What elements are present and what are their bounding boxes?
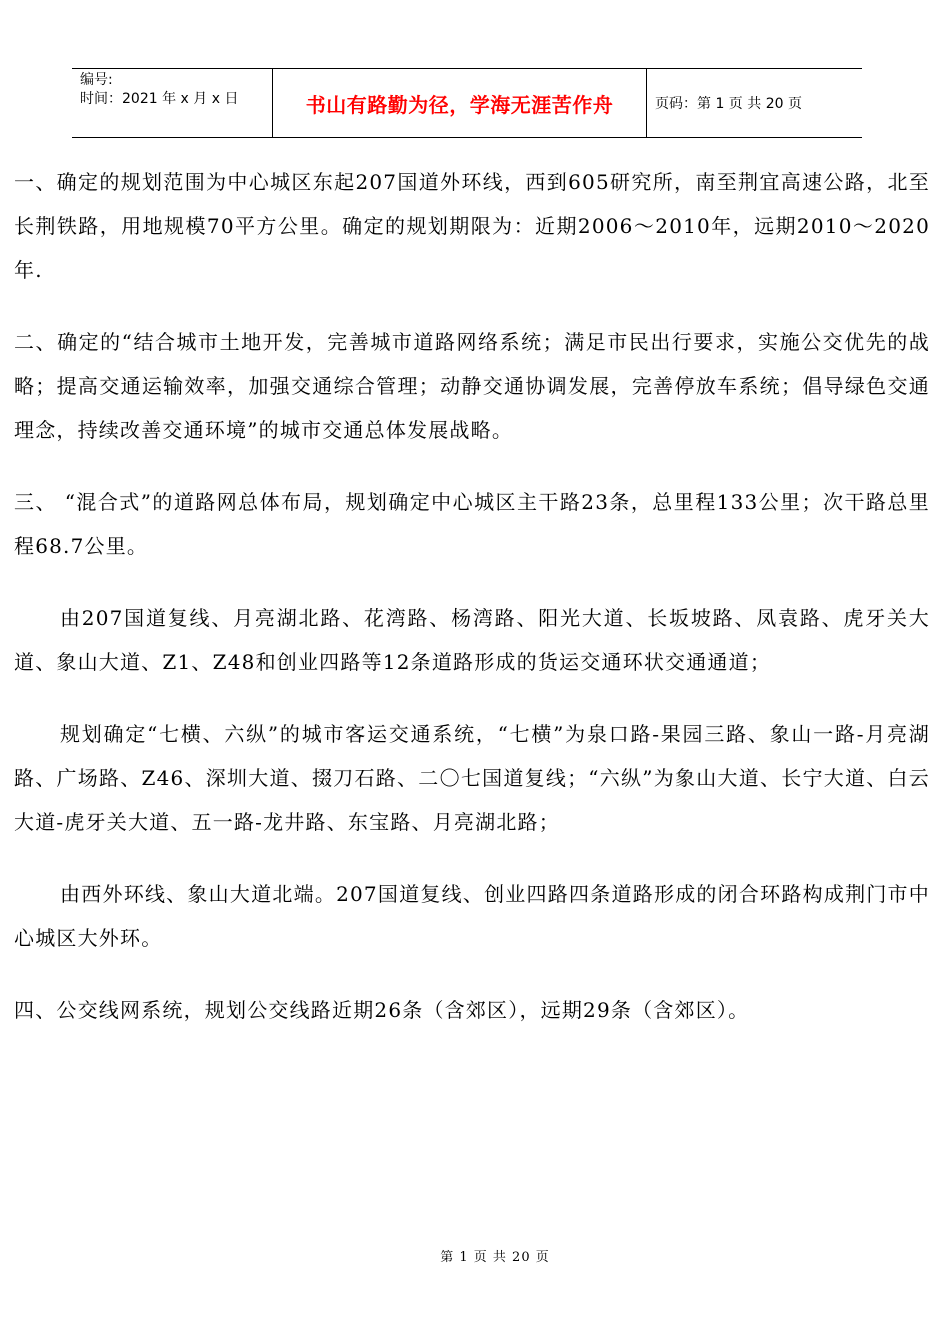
document-body bbox=[14, 160, 930, 1060]
header-page-info: 页码：第 1 页 共 20 页 bbox=[655, 96, 802, 112]
document-time-label: 时间：2021 年 x 月 x 日 bbox=[80, 91, 239, 107]
document-header bbox=[72, 68, 862, 138]
paragraph-scope: 一、确定的规划范围为中心城区东起207国道外环线，西到605研究所，南至荆宜高速公路，北至长荆铁路，用地规模70平方公里。确定的规划期限为：近期2006～2010年，远期2010～2020年. bbox=[14, 170, 930, 282]
paragraph-outer-ring: 由西外环线、象山大道北端。207国道复线、创业四路四条道路形成的闭合环路构成荆门市中心城区大外环。 bbox=[14, 882, 930, 950]
paragraph-freight-ring: 由207国道复线、月亮湖北路、花湾路、杨湾路、阳光大道、长坂坡路、凤袁路、虎牙关大道、象山大道、Z1、Z48和创业四路等12条道路形成的货运交通环状交通通道； bbox=[14, 606, 930, 674]
header-meta bbox=[72, 69, 273, 137]
footer-page-number: 第 1 页 共 20 页 bbox=[440, 1250, 550, 1265]
paragraph-strategy: 二、确定的“结合城市土地开发，完善城市道路网络系统；满足市民出行要求，实施公交优先的战略；提高交通运输效率，加强交通综合管理；动静交通协调发展，完善停放车系统；倡导绿色交通理念，持续改善交通环境”的城市交通总体发展战略。 bbox=[14, 330, 930, 442]
paragraph-bus-network: 四、公交线网系统，规划公交线路近期26条（含郊区），远期29条（含郊区）。 bbox=[14, 998, 750, 1022]
header-motto: 书山有路勤为径，学海无涯苦作舟 bbox=[273, 69, 647, 137]
page-footer bbox=[0, 1246, 950, 1265]
paragraph-passenger-system: 规划确定“七横、六纵”的城市客运交通系统，“七横”为泉口路-果园三路、象山一路-月亮湖路、广场路、Z46、深圳大道、掇刀石路、二〇七国道复线；“六纵”为象山大道、长宁大道、白云大道-虎牙关大道、五一路-龙井路、东宝路、月亮湖北路； bbox=[14, 722, 930, 834]
paragraph-road-network: 三、 “混合式”的道路网总体布局，规划确定中心城区主干路23条，总里程133公里；次干路总里程68.7公里。 bbox=[14, 490, 930, 558]
document-number-label: 编号: bbox=[80, 72, 113, 88]
